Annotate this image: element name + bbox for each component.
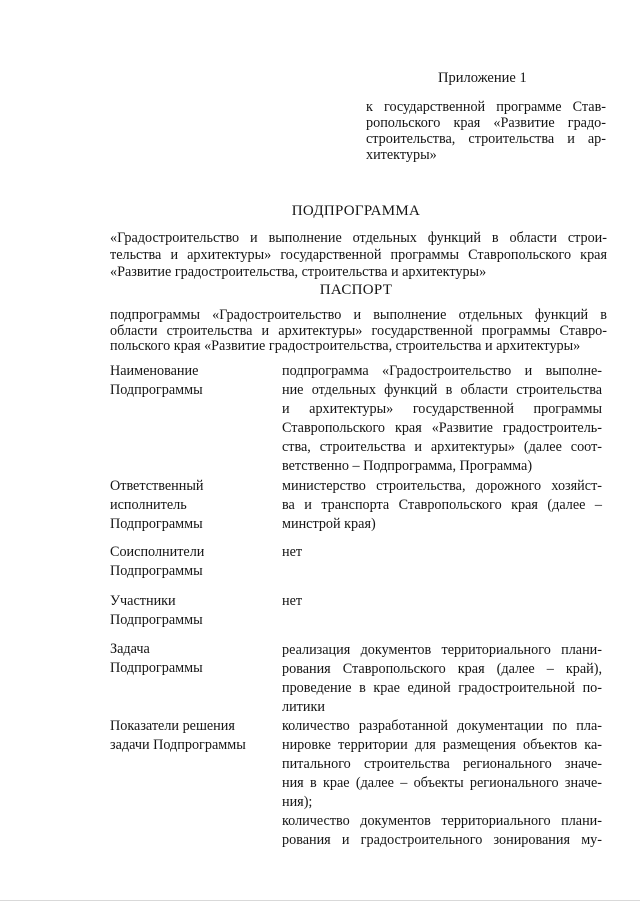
row-label-line: Соисполнители [110,544,205,560]
row-label-line: Участники [110,593,176,609]
row-value-line: ния в крае (далее – объекты регионального значе- [282,775,602,791]
row-value [282,543,602,562]
row-value-line: Ставропольского края «Развитие градостроитель- [282,420,602,436]
row-value-line: нировке территории для размещения объектов ка- [282,737,602,753]
subprogram-title-line: «Градостроительство и выполнение отдельных функций в области строи- [110,230,607,246]
row-value-line: ветственно – Подпрограмма, Программа) [282,458,533,474]
passport-subtitle-line: подпрограммы «Градостроительство и выполнение отдельных функций в [110,307,607,323]
row-value [282,477,602,534]
scan-artifact [0,900,640,901]
row-value-line: ва и транспорта Ставропольского края (далее – [282,497,602,513]
row-value-line: литики [282,699,325,715]
row-value-line: нет [282,593,303,609]
row-value-line: реализация документов территориального плани- [282,642,602,658]
row-value-line: питального строительства регионального значе- [282,756,602,772]
passport-subtitle-line: области строительства и архитектуры» государственной программы Ставро- [110,322,607,339]
row-label-line: Подпрограммы [110,563,203,579]
row-label-line: Наименование [110,363,199,379]
appendix-text [366,99,606,163]
subprogram-title [110,230,607,281]
row-value-line: ние отдельных функций в области строительства [282,382,602,398]
appendix-title: Приложение 1 [438,70,527,86]
row-value-line: ства, строительства и архитектуры» (далее соот- [282,439,602,455]
appendix-line: строительства, строительства и ар- [366,131,606,147]
subprogram-title-line: «Развитие градостроительства, строительства и архитектуры» [110,264,487,280]
row-label [110,592,270,630]
subprogram-title-line: тельства и архитектуры» государственной программы Ставропольского края [110,247,607,263]
row-value-line: рования Ставропольского края (далее – край), [282,661,602,677]
row-value [282,717,602,850]
row-value-line: рования и градостроительного зонирования му- [282,832,602,848]
appendix-line: ропольского края «Развитие градо- [366,115,606,131]
row-label [110,477,270,534]
row-label-line: исполнитель [110,497,187,513]
row-label-line: Подпрограммы [110,516,203,532]
row-label-line: задачи Подпрограммы [110,737,246,753]
appendix-line: хитектуры» [366,147,437,163]
row-value-line: и архитектуры» государственной программы [282,401,602,417]
row-label [110,543,270,581]
row-label [110,362,270,400]
row-value-line: количество разработанной документации по пла- [282,718,602,734]
row-value-line: проведение в крае единой градостроительной по- [282,680,602,696]
row-value-line: министерство строительства, дорожного хозяйст- [282,478,602,494]
row-label-line: Показатели решения [110,718,235,734]
row-label-line: Задача [110,641,150,657]
appendix-line: к государственной программе Став- [366,99,606,115]
passport-subtitle-line: польского края «Развитие градостроительства, строительства и архитектуры» [110,338,581,354]
row-label [110,717,270,755]
passport-heading: ПАСПОРТ [319,282,393,298]
row-value-line: количество документов территориального плани- [282,813,602,829]
row-label-line: Подпрограммы [110,660,203,676]
row-label-line: Ответственный [110,478,204,494]
row-value [282,592,602,611]
row-label [110,640,270,678]
row-label-line: Подпрограммы [110,382,203,398]
row-value-line: подпрограмма «Градостроительство и выполне- [282,363,602,379]
passport-subtitle [110,308,607,355]
row-value-line: ния); [282,794,313,810]
subprogram-heading: ПОДПРОГРАММА [291,203,421,219]
row-value-line: минстрой края) [282,516,376,532]
row-label-line: Подпрограммы [110,612,203,628]
row-value [282,641,602,717]
row-value [282,362,602,476]
row-value-line: нет [282,544,303,560]
